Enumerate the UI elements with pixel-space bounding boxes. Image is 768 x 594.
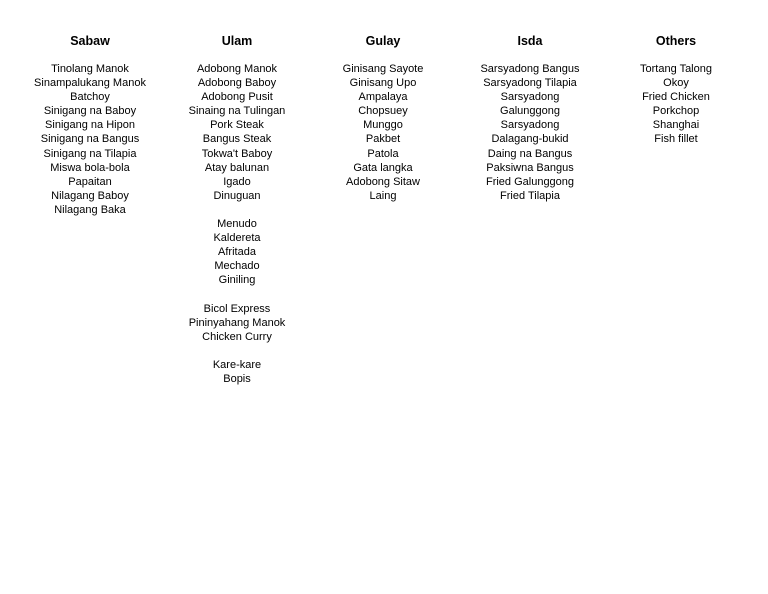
list-item: Sarsyadong Dalagang-bukid [491, 119, 569, 146]
list-item: Afritada [218, 246, 256, 259]
list-item: Tortang Talong [640, 63, 712, 75]
list-item: Fried Galunggong [485, 175, 575, 188]
list-item: Pork Steak [210, 119, 264, 132]
list-item: Nilagang Baboy [51, 189, 129, 202]
list-item: Ampalaya [358, 91, 408, 104]
list-item: Batchoy [70, 91, 110, 104]
list-item: Sinigang na Baboy [43, 105, 137, 118]
list-item: Ginisang Sayote [342, 63, 424, 75]
list-item: Menudo [217, 218, 257, 231]
list-item: Dinuguan [213, 189, 261, 202]
list-item: Bopis [223, 373, 251, 386]
list-ulam [164, 62, 310, 386]
column-heading-others: Others [655, 34, 697, 48]
list-item: Paksiwna Bangus [486, 161, 574, 174]
list-item: Chopsuey [358, 105, 408, 118]
list-item: Miswa bola-bola [50, 161, 130, 174]
list-item: Sinigang na Tilapia [43, 147, 137, 160]
list-others [603, 62, 749, 147]
list-spacer [164, 203, 310, 217]
list-item: Porkchop [652, 105, 700, 118]
column-isda [457, 34, 603, 203]
list-item: Galunggong [500, 105, 560, 118]
list-item: Adobong Baboy [197, 77, 277, 90]
list-item: Munggo [363, 119, 403, 132]
list-item: Sarsyadong Bangus [480, 63, 580, 75]
list-item: Ginisang Upo [349, 77, 417, 90]
column-heading-ulam: Ulam [221, 34, 253, 48]
list-item: Fish fillet [654, 133, 698, 146]
column-heading-isda: Isda [517, 34, 543, 48]
list-item: Giniling [218, 274, 256, 287]
list-item: Sinaing na Tulingan [188, 105, 286, 118]
list-item: Okoy [663, 77, 689, 90]
list-item: Sinigang na Hipon [45, 119, 135, 132]
list-item: Fried Tilapia [500, 189, 560, 202]
list-item: Atay balunan [204, 161, 270, 174]
list-item: Adobong Sitaw [346, 175, 420, 188]
list-item: Pakbet [365, 133, 401, 146]
list-item: Igado [223, 175, 251, 188]
list-sabaw [17, 62, 163, 217]
list-gulay [310, 62, 456, 203]
list-item: Sinampalukang Manok [34, 77, 146, 90]
column-gulay [310, 34, 456, 203]
list-item: Patola [367, 147, 399, 160]
list-item: Shanghai [652, 119, 700, 132]
list-item: Papaitan [68, 175, 112, 188]
list-spacer [164, 344, 310, 358]
list-item: Nilagang Baka [54, 203, 126, 216]
list-item: Laing [369, 189, 397, 202]
list-item: Kare-kare [212, 358, 262, 371]
list-item: Fried Chicken [642, 91, 710, 104]
list-item: Mechado [214, 260, 260, 273]
list-item: Pininyahang Manok [188, 316, 286, 329]
list-item: Chicken Curry [202, 330, 272, 343]
column-sabaw [17, 34, 163, 217]
list-item: Daing na Bangus [487, 147, 573, 160]
list-item: Sarsyadong [500, 91, 560, 104]
column-ulam [164, 34, 310, 386]
column-others [603, 34, 749, 147]
column-heading-gulay: Gulay [365, 34, 401, 48]
list-item: Gata langka [353, 161, 413, 174]
list-item: Kaldereta [213, 232, 261, 245]
list-item: Adobong Pusit [201, 91, 273, 104]
list-item: Bicol Express [203, 302, 271, 315]
list-item: Tinolang Manok [51, 63, 129, 75]
list-spacer [164, 288, 310, 302]
list-item: Sinigang na Bangus [40, 133, 140, 146]
list-item: Sarsyadong Tilapia [483, 77, 577, 90]
list-item: Adobong Manok [196, 63, 278, 75]
list-item: Tokwa't Baboy [201, 147, 273, 160]
column-heading-sabaw: Sabaw [70, 34, 110, 48]
list-isda [457, 62, 603, 203]
list-item: Bangus Steak [202, 133, 272, 146]
